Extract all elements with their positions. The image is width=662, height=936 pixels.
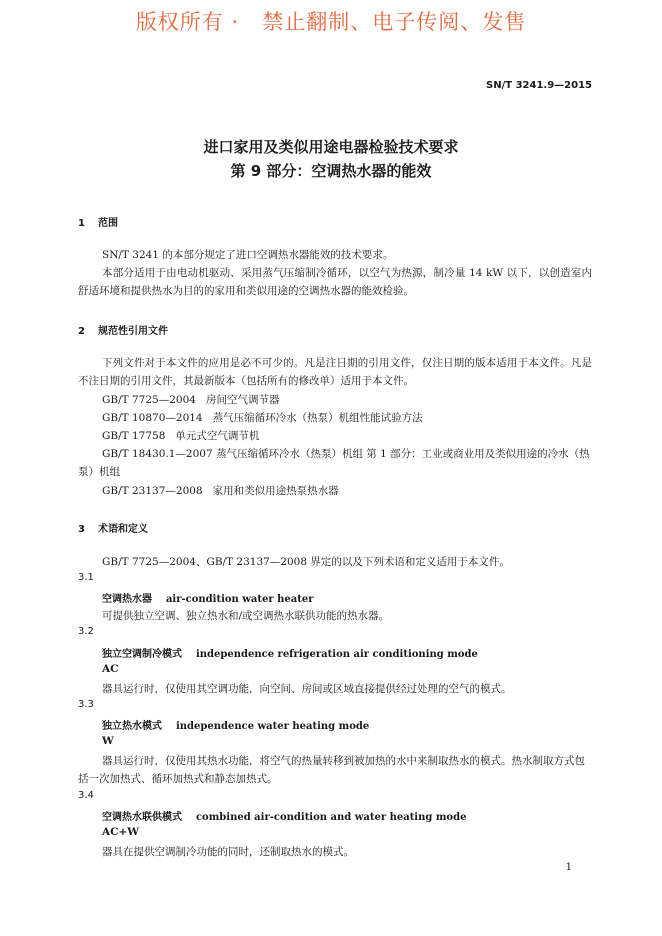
term-en: air-condition water heater bbox=[165, 594, 314, 605]
section-number: 3 bbox=[78, 524, 85, 535]
term-heading bbox=[102, 717, 369, 732]
document-title-line2: 第 9 部分：空调热水器的能效 bbox=[230, 162, 432, 180]
term-zh: 空调热水器 bbox=[102, 594, 152, 605]
term-number: 3.4 bbox=[78, 790, 94, 801]
term-number: 3.3 bbox=[78, 699, 94, 710]
section-number: 2 bbox=[78, 326, 85, 337]
paragraph: SN/T 3241 的本部分规定了进口空调热水器能效的技术要求。 bbox=[102, 249, 394, 261]
term-abbreviation: AC bbox=[102, 663, 119, 675]
section-title: 规范性引用文件 bbox=[98, 326, 168, 337]
section-2-heading bbox=[78, 322, 168, 337]
paragraph: 本部分适用于由电动机驱动、采用蒸气压缩制冷循环，以空气为热源，制冷量 14 kW 以下，以创造室内舒适环境和提供热水为目的的家用和类似用途的空调热水器的能效检验。 bbox=[78, 267, 592, 297]
term-zh: 独立热水模式 bbox=[102, 721, 162, 732]
term-abbreviation: AC+W bbox=[102, 826, 140, 838]
term-abbreviation: W bbox=[102, 735, 114, 747]
term-zh: 独立空调制冷模式 bbox=[102, 649, 182, 660]
paragraph: 下列文件对于本文件的应用是必不可少的。凡是注日期的引用文件，仅注日期的版本适用于本文件。凡是不注日期的引用文件，其最新版本（包括所有的修改单）适用于本文件。 bbox=[78, 357, 592, 387]
term-definition: 器具运行时，仅使用其空调功能，向空间、房间或区域直接提供经过处理的空气的模式。 bbox=[102, 683, 512, 695]
term-definition: 器具在提供空调制冷功能的同时，还制取热水的模式。 bbox=[102, 846, 354, 858]
term-zh: 空调热水联供模式 bbox=[102, 812, 182, 823]
term-en: independence refrigeration air conditioning mode bbox=[195, 649, 478, 660]
term-en: independence water heating mode bbox=[175, 721, 370, 732]
section-3-heading bbox=[78, 520, 148, 535]
section-number: 1 bbox=[78, 218, 85, 229]
section-title: 术语和定义 bbox=[98, 524, 148, 535]
document-title-line1: 进口家用及类似用途电器检验技术要求 bbox=[203, 138, 459, 156]
paragraph: GB/T 7725—2004、GB/T 23137—2008 界定的以及下列术语和定义适用于本文件。 bbox=[102, 556, 510, 568]
reference-item: GB/T 23137—2008 家用和类似用途热泵热水器 bbox=[102, 485, 339, 497]
term-heading bbox=[102, 590, 313, 605]
term-definition: 可提供独立空调、独立热水和/或空调热水联供功能的热水器。 bbox=[102, 610, 390, 622]
standard-code: SN/T 3241.9—2015 bbox=[486, 80, 592, 91]
reference-item: GB/T 17758 单元式空气调节机 bbox=[102, 430, 260, 442]
section-1-heading bbox=[78, 214, 118, 229]
page-number: 1 bbox=[565, 862, 572, 873]
term-number: 3.2 bbox=[78, 626, 94, 637]
reference-item: GB/T 18430.1—2007 蒸气压缩循环冷水（热泵）机组 第 1 部分：工业或商业用及类似用途的冷水（热泵）机组 bbox=[78, 448, 590, 478]
term-heading bbox=[102, 645, 478, 660]
term-definition: 器具运行时，仅使用其热水功能，将空气的热量转移到被加热的水中来制取热水的模式。热水制取方式包括一次加热式、循环加热式和静态加热式。 bbox=[78, 755, 585, 785]
term-en: combined air-condition and water heating mode bbox=[195, 812, 467, 823]
term-heading bbox=[102, 808, 466, 823]
copyright-watermark: 版权所有 · 禁止翻制、电子传阅、发售 bbox=[135, 10, 527, 34]
section-title: 范围 bbox=[98, 218, 118, 229]
term-number: 3.1 bbox=[78, 572, 94, 583]
reference-item: GB/T 7725—2004 房间空气调节器 bbox=[102, 394, 280, 406]
reference-item: GB/T 10870—2014 蒸气压缩循环冷水（热泵）机组性能试验方法 bbox=[102, 412, 423, 424]
